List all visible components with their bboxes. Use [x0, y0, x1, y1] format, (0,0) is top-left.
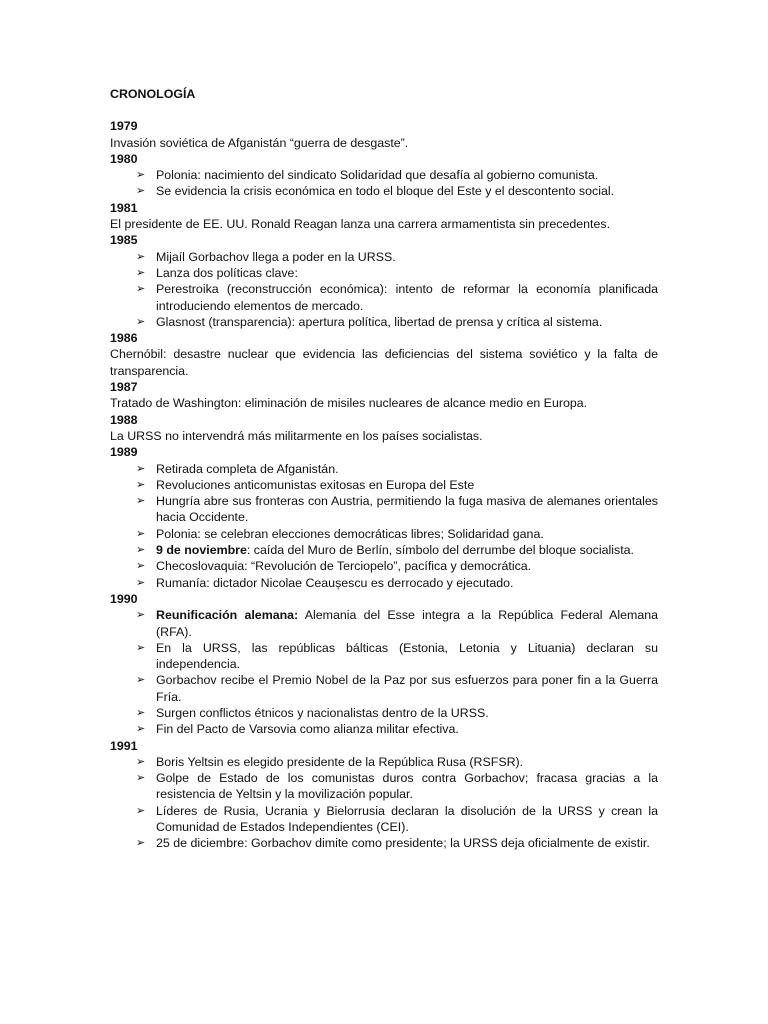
document-page [110, 86, 658, 852]
event-text: Polonia: se celebran elecciones democráticas libres; Solidaridad gana. [156, 526, 544, 541]
event-text: Alemania del Esse integra a la República Federal Alemana (RFA). [156, 608, 658, 639]
event-text: Gorbachov recibe el Premio Nobel de la Paz por sus esfuerzos para poner fin a la Guerra Fría. [156, 673, 658, 704]
document-title: CRONOLOGÍA [110, 87, 196, 101]
event-list-item [110, 672, 658, 705]
year-heading: 1991 [110, 738, 138, 753]
arrow-bullet-icon: ➢ [136, 837, 146, 850]
event-text: Revoluciones anticomunistas exitosas en Europa del Este [156, 477, 475, 492]
arrow-bullet-icon: ➢ [136, 576, 146, 589]
event-list-item [110, 265, 658, 281]
event-text: Fin del Pacto de Varsovia como alianza militar efectiva. [156, 722, 459, 737]
year-description: Chernóbil: desastre nuclear que evidencia las deficiencias del sistema soviético y la falta de transparencia. [110, 347, 658, 378]
event-list-item [110, 477, 658, 493]
event-text: Se evidencia la crisis económica en todo el bloque del Este y el descontento social. [156, 184, 615, 199]
arrow-bullet-icon: ➢ [136, 706, 146, 719]
year-heading: 1981 [110, 200, 138, 215]
year-heading: 1985 [110, 233, 138, 248]
arrow-bullet-icon: ➢ [136, 478, 146, 491]
arrow-bullet-icon: ➢ [136, 772, 146, 785]
event-highlight: Reunificación alemana: [156, 608, 299, 623]
event-list-item [110, 770, 658, 803]
event-text: Hungría abre sus fronteras con Austria, permitiendo la fuga masiva de alemanes orientales hacia Occidente. [156, 494, 658, 525]
event-text: Líderes de Rusia, Ucrania y Bielorrusia declaran la disolución de la URSS y crean la Comunidad de Estados Independientes (CEI). [156, 803, 658, 835]
event-list-item [110, 835, 658, 851]
year-description: Tratado de Washington: eliminación de misiles nucleares de alcance medio en Europa. [110, 396, 588, 411]
event-text: Perestroika (reconstrucción económica): intento de reformar la economía planificada introduciendo elementos de mercado. [156, 282, 658, 313]
event-text: Surgen conflictos étnicos y nacionalistas dentro de la URSS. [156, 705, 489, 720]
event-list-item [110, 803, 658, 836]
event-list-item [110, 607, 658, 640]
arrow-bullet-icon: ➢ [136, 495, 146, 508]
event-text: : caída del Muro de Berlín, símbolo del derrumbe del bloque socialista. [246, 543, 634, 558]
year-heading: 1986 [110, 331, 138, 346]
event-text: Rumanía: dictador Nicolae Ceaușescu es derrocado y ejecutado. [156, 575, 514, 590]
year-heading: 1980 [110, 151, 138, 166]
event-list-item [110, 721, 658, 737]
event-list-item [110, 249, 658, 265]
event-list [110, 167, 658, 200]
arrow-bullet-icon: ➢ [136, 462, 146, 475]
event-text: Glasnost (transparencia): apertura política, libertad de prensa y crítica al sistema. [156, 314, 603, 329]
arrow-bullet-icon: ➢ [136, 185, 146, 198]
event-highlight: 9 de noviembre [156, 543, 247, 558]
event-list-item [110, 493, 658, 526]
event-list-item [110, 754, 658, 770]
event-text: 25 de diciembre: Gorbachov dimite como presidente; la URSS deja oficialmente de existir. [156, 836, 650, 851]
year-heading: 1990 [110, 591, 138, 606]
arrow-bullet-icon: ➢ [136, 544, 146, 557]
arrow-bullet-icon: ➢ [136, 560, 146, 573]
event-text: Golpe de Estado de los comunistas duros contra Gorbachov; fracasa gracias a la resistencia de Yeltsin y la movilización popular. [156, 771, 658, 802]
event-text: Checoslovaquia: “Revolución de Terciopelo”, pacífica y democrática. [156, 559, 532, 574]
event-text: Mijaíl Gorbachov llega a poder en la URSS. [156, 249, 396, 264]
arrow-bullet-icon: ➢ [136, 609, 146, 622]
event-list-item [110, 640, 658, 673]
event-text: Boris Yeltsin es elegido presidente de la República Rusa (RSFSR). [156, 754, 524, 769]
event-list-item [110, 314, 658, 330]
event-list-item [110, 281, 658, 314]
year-heading: 1979 [110, 119, 138, 134]
arrow-bullet-icon: ➢ [136, 804, 146, 817]
year-description: El presidente de EE. UU. Ronald Reagan lanza una carrera armamentista sin precedentes. [110, 217, 611, 232]
chronology-timeline [110, 118, 658, 851]
event-list-item [110, 461, 658, 477]
arrow-bullet-icon: ➢ [136, 266, 146, 279]
event-list-item [110, 575, 658, 591]
arrow-bullet-icon: ➢ [136, 283, 146, 296]
year-heading: 1989 [110, 445, 138, 460]
event-list-item [110, 558, 658, 574]
arrow-bullet-icon: ➢ [136, 723, 146, 736]
event-list [110, 461, 658, 591]
event-text: Polonia: nacimiento del sindicato Solidaridad que desafía al gobierno comunista. [156, 168, 599, 183]
event-list-item [110, 167, 658, 183]
event-list-item [110, 526, 658, 542]
arrow-bullet-icon: ➢ [136, 641, 146, 654]
arrow-bullet-icon: ➢ [136, 755, 146, 768]
year-heading: 1987 [110, 380, 138, 395]
event-list [110, 607, 658, 737]
arrow-bullet-icon: ➢ [136, 169, 146, 182]
event-list-item [110, 183, 658, 199]
event-list [110, 754, 658, 852]
arrow-bullet-icon: ➢ [136, 250, 146, 263]
event-text: Retirada completa de Afganistán. [156, 461, 339, 476]
event-list [110, 249, 658, 330]
arrow-bullet-icon: ➢ [136, 674, 146, 687]
arrow-bullet-icon: ➢ [136, 527, 146, 540]
event-list-item [110, 705, 658, 721]
event-text: Lanza dos políticas clave: [156, 265, 298, 280]
year-description: Invasión soviética de Afganistán “guerra de desgaste”. [110, 135, 409, 150]
year-description: La URSS no intervendrá más militarmente en los países socialistas. [110, 428, 483, 443]
event-text: En la URSS, las repúblicas bálticas (Estonia, Letonia y Lituania) declaran su independencia. [156, 640, 658, 672]
event-list-item [110, 542, 658, 558]
year-heading: 1988 [110, 412, 138, 427]
arrow-bullet-icon: ➢ [136, 315, 146, 328]
